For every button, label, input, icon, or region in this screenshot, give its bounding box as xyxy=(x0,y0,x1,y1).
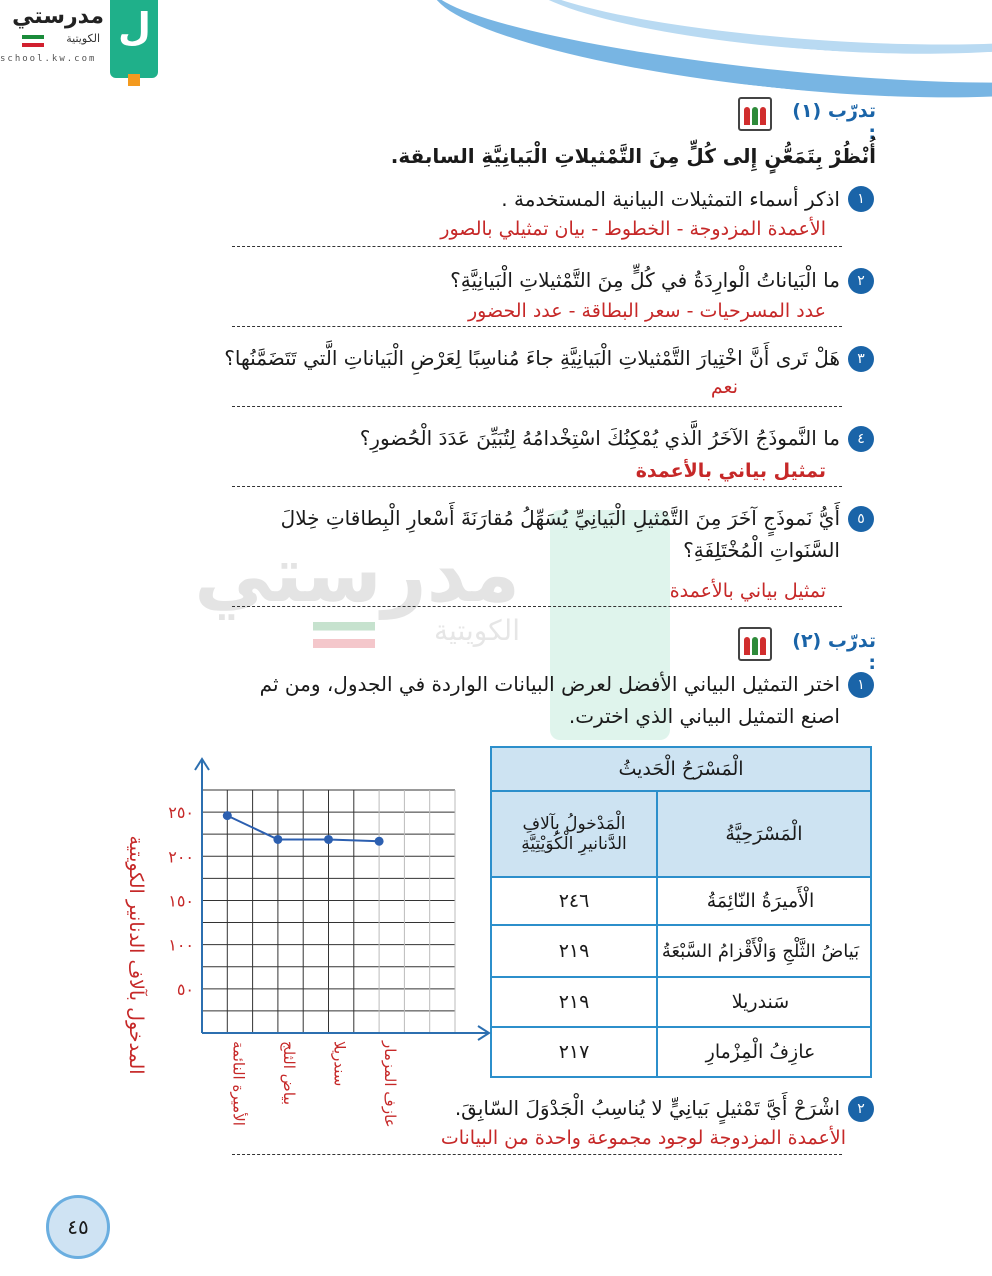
training2-question-1-text: اختر التمثيل البياني الأفضل لعرض البيانات الواردة في الجدول، ومن ثم اصنع التمثيل البياني الذي اخترت. xyxy=(259,672,840,728)
chart-axes xyxy=(195,759,489,1040)
table-cell-income: ٢١٩ xyxy=(491,977,657,1027)
table-row xyxy=(491,925,871,977)
question-2-text: ما الْبَياناتُ الْوارِدَةُ في كُلٍّ مِنَ التَّمْثيلاتِ الْبَيانِيَّةِ؟ xyxy=(450,268,840,292)
brand-name: مدرستي xyxy=(12,4,104,29)
question-1-text: اذكر أسماء التمثيلات البيانية المستخدمة . xyxy=(501,187,840,211)
brand-url: school.kw.com xyxy=(0,54,97,64)
table-row xyxy=(491,877,871,925)
question-number: ٢ xyxy=(848,268,874,294)
training2-title: تدرّب (٢) : xyxy=(792,630,876,674)
training2-question-2-text: اشْرَحْ أَيَّ تَمْثيلٍ بَيانِيٍّ لا يُناسِبُ الْجَدْوَلَ السّابِقَ. xyxy=(454,1096,840,1120)
chart-y-ticks xyxy=(168,803,194,999)
answer-1: الأعمدة المزدوجة - الخطوط - بيان تمثيلي بالصور xyxy=(440,218,826,240)
training1-title: تدرّب (١) : xyxy=(792,100,876,144)
answer-line xyxy=(232,406,842,407)
answer-line xyxy=(232,246,842,247)
question-5-text: أَيُّ نَموذَجٍ آخَرَ مِنَ التَّمْثيلِ الْبَيانِيِّ يُسَهِّلُ مُقارَنَةَ أَسْعارِ الْبِطاقاتِ خِلالَ السَّنَواتِ الْمُخْتَلِفَةِ؟ xyxy=(280,506,840,562)
answer-5: تمثيل بياني بالأعمدة xyxy=(669,580,826,602)
logo-glyph-icon: ل xyxy=(118,5,151,49)
question-number: ٤ xyxy=(848,426,874,452)
data-point xyxy=(273,835,282,844)
x-tick-label: عازف المزمار xyxy=(381,1041,400,1128)
question-4-text: ما النَّموذَجُ الآخَرُ الَّذي يُمْكِنُكَ اسْتِخْدامُهُ لِتُبَيِّنَ عَدَدَ الْحُضورِ؟ xyxy=(359,426,840,450)
students-icon xyxy=(738,627,772,661)
question-number: ٣ xyxy=(848,346,874,372)
answer-line xyxy=(232,326,842,327)
data-point xyxy=(375,837,384,846)
question-number: ٢ xyxy=(848,1096,874,1122)
brand-subtitle: الكويتية xyxy=(66,32,100,45)
data-point xyxy=(324,835,333,844)
y-tick-label: ٢٠٠ xyxy=(168,847,194,867)
x-tick-label: الأميرة النائمة xyxy=(229,1041,248,1126)
y-tick-label: ١٥٠ xyxy=(168,891,194,911)
table-cell-play: سَندريلا xyxy=(657,977,871,1027)
question-number: ١ xyxy=(848,672,874,698)
data-point xyxy=(223,811,232,820)
header-swoosh xyxy=(425,0,992,124)
table-cell-play: الْأَميرَةُ النّائِمَةُ xyxy=(657,877,871,925)
training1-instruction: أُنْظُرْ بِتَمَعُّنٍ إِلى كُلٍّ مِنَ التَّمْثيلاتِ الْبَيانِيَّةِ السابقة. xyxy=(390,144,876,168)
students-icon xyxy=(738,97,772,131)
kuwait-flag-icon xyxy=(22,35,44,47)
chart-y-label: المدخول بآلاف الدنانير الكويتية xyxy=(125,835,147,1075)
table-cell-play: بَياضُ الثَّلْجِ وَالْأَقْزامُ السَّبْعَةُ xyxy=(657,925,871,977)
answer-line xyxy=(232,1154,842,1155)
answer-line xyxy=(232,606,842,607)
y-tick-label: ٢٥٠ xyxy=(168,803,194,823)
theater-table xyxy=(490,746,872,1078)
question-number: ٥ xyxy=(848,506,874,532)
training2-answer-2: الأعمدة المزدوجة لوجود مجموعة واحدة من البيانات xyxy=(440,1127,846,1149)
answer-3: نعم xyxy=(710,376,738,398)
y-tick-label: ١٠٠ xyxy=(168,935,194,955)
x-tick-label: سندريلا xyxy=(330,1041,349,1087)
question-number: ١ xyxy=(848,186,874,212)
question-3-text: هَلْ تَرى أَنَّ اخْتِيارَ التَّمْثيلاتِ الْبَيانِيَّةِ جاءَ مُناسِبًا لِعَرْضِ الْبَياناتِ الَّتي تَتَضَمَّنُها؟ xyxy=(224,346,840,370)
chart-grid xyxy=(202,790,455,1033)
watermark-text: مدرستي xyxy=(194,530,520,620)
answer-line xyxy=(232,486,842,487)
answer-4: تمثيل بياني بالأعمدة xyxy=(635,460,826,482)
table-cell-income: ٢١٩ xyxy=(491,925,657,977)
table-cell-income: ٢٤٦ xyxy=(491,877,657,925)
watermark-flag-icon xyxy=(313,622,375,648)
table-title: الْمَسْرَحُ الْحَديثُ xyxy=(491,747,871,791)
table-row xyxy=(491,1027,871,1077)
table-header-play: الْمَسْرَحِيَّةُ xyxy=(657,791,871,877)
watermark-subtitle: الكويتية xyxy=(434,614,520,647)
x-tick-label: بياض الثلج xyxy=(279,1041,298,1106)
table-row xyxy=(491,977,871,1027)
answer-2: عدد المسرحيات - سعر البطاقة - عدد الحضور xyxy=(468,300,826,322)
table-cell-play: عازِفُ الْمِزْمارِ xyxy=(657,1027,871,1077)
y-tick-label: ٥٠ xyxy=(176,979,194,999)
line-chart xyxy=(90,750,500,1150)
table-cell-income: ٢١٧ xyxy=(491,1027,657,1077)
table-header-income: الْمَدْخولُ بِآلافِ الدَّنانيرِ الْكُوَيْتِيَّةِ xyxy=(491,791,657,877)
page-number: ٤٥ xyxy=(46,1195,110,1259)
logo-tab-icon xyxy=(128,74,140,86)
